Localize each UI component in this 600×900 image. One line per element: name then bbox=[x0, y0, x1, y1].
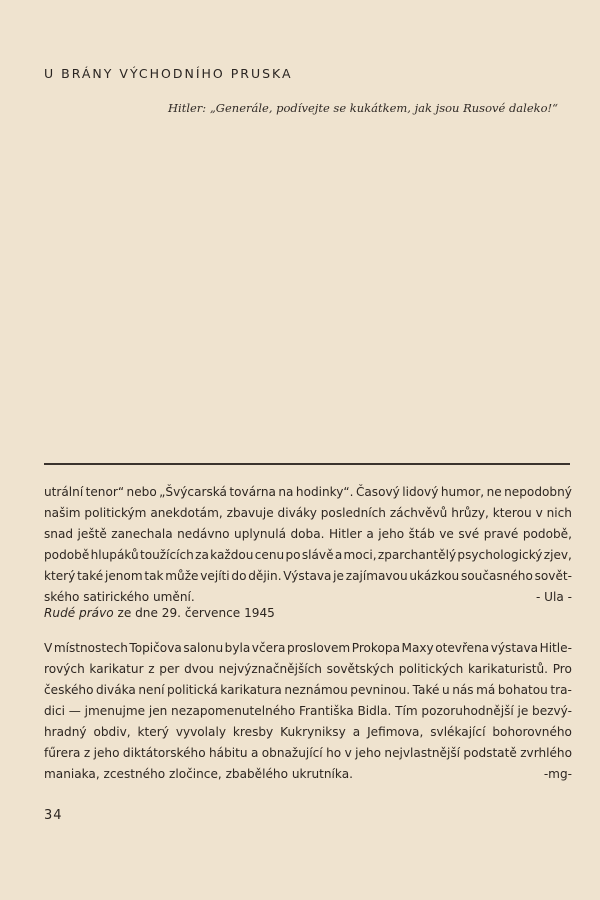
article-text-1 bbox=[44, 482, 572, 608]
word: Kukryniksy bbox=[280, 725, 346, 739]
word: ve bbox=[439, 527, 454, 541]
word: továrna bbox=[229, 485, 276, 499]
word: — bbox=[68, 704, 81, 718]
word: otevřena bbox=[435, 641, 490, 655]
word: kresby bbox=[232, 725, 274, 739]
author-signature: - Ula - bbox=[535, 590, 572, 604]
word: a bbox=[334, 548, 343, 562]
word: utrální bbox=[44, 485, 84, 499]
word: podobě bbox=[44, 548, 90, 562]
word: podobě, bbox=[522, 527, 572, 541]
word: fűrera bbox=[44, 746, 81, 760]
word: nepodobný bbox=[504, 485, 572, 499]
newspaper-name: Rudé právo bbox=[44, 606, 114, 620]
word: uplynulá bbox=[234, 527, 286, 541]
word: dici bbox=[44, 704, 66, 718]
word: Také bbox=[412, 683, 440, 697]
word: hrůzy, bbox=[451, 506, 489, 520]
word: své bbox=[458, 527, 480, 541]
author-signature: -mg- bbox=[543, 767, 572, 781]
word: má bbox=[476, 683, 496, 697]
page-number: 34 bbox=[44, 808, 63, 823]
divider-line bbox=[44, 463, 570, 465]
word: tenor“ bbox=[85, 485, 125, 499]
word: zvrhlého bbox=[520, 746, 572, 760]
word: který bbox=[44, 569, 76, 583]
word: nebo bbox=[126, 485, 157, 499]
word: karikaturistů. bbox=[468, 662, 549, 676]
word: svlékající bbox=[430, 725, 486, 739]
word: vyvolaly bbox=[175, 725, 226, 739]
word: Časový bbox=[355, 485, 400, 499]
word: každou bbox=[210, 548, 254, 562]
word: Výstava bbox=[283, 569, 332, 583]
source-date: ze dne 29. července 1945 bbox=[113, 606, 275, 620]
word: bezvý- bbox=[532, 704, 572, 718]
illustration-title: U BRÁNY VÝCHODNÍHO PRUSKA bbox=[44, 66, 293, 81]
text-line bbox=[44, 722, 572, 743]
word: také bbox=[77, 569, 104, 583]
word: českého bbox=[44, 683, 94, 697]
word: moci, bbox=[343, 548, 377, 562]
word: neznámou bbox=[284, 683, 348, 697]
text-line-content: maniaka, zcestného zločince, zbabělého ukrutníka. bbox=[44, 767, 353, 781]
word: politickým bbox=[84, 506, 147, 520]
word: podstatě bbox=[463, 746, 517, 760]
word: včera bbox=[251, 641, 286, 655]
word: jmenujme bbox=[84, 704, 146, 718]
word: vejíti bbox=[200, 569, 230, 583]
text-line bbox=[44, 680, 572, 701]
word: Topičova bbox=[129, 641, 182, 655]
word: sovět- bbox=[534, 569, 572, 583]
word: toužících bbox=[139, 548, 194, 562]
illustration-caption: Hitler: „Generále, podívejte se kukátkem, jak jsou Rusové daleko!“ bbox=[168, 101, 559, 115]
word: za bbox=[195, 548, 209, 562]
word: záchvěvů bbox=[389, 506, 448, 520]
word: hábitu bbox=[209, 746, 248, 760]
word: nich bbox=[546, 506, 572, 520]
word: obnažující bbox=[261, 746, 323, 760]
word: obdiv, bbox=[93, 725, 131, 739]
word: Hitler bbox=[328, 527, 362, 541]
word: zanechala bbox=[111, 527, 173, 541]
word: Bidla. bbox=[357, 704, 392, 718]
word: je bbox=[517, 704, 529, 718]
word: V bbox=[44, 641, 53, 655]
text-line bbox=[44, 503, 572, 524]
word: a bbox=[366, 527, 374, 541]
word: politických bbox=[398, 662, 464, 676]
text-line-content: ského satirického umění. bbox=[44, 590, 195, 604]
word: kterou bbox=[492, 506, 532, 520]
word: do bbox=[231, 569, 247, 583]
word: ukázkou bbox=[409, 569, 460, 583]
word: současného bbox=[460, 569, 533, 583]
word: karikatura bbox=[220, 683, 282, 697]
text-line bbox=[44, 701, 572, 722]
word: v bbox=[344, 746, 352, 760]
word: je bbox=[333, 569, 344, 583]
word: dějin. bbox=[248, 569, 282, 583]
word: per bbox=[159, 662, 180, 676]
word: zparchantělý bbox=[377, 548, 457, 562]
word: zajímavou bbox=[345, 569, 408, 583]
word: zjev, bbox=[543, 548, 572, 562]
word: politická bbox=[167, 683, 218, 697]
word: hodinky“. bbox=[295, 485, 354, 499]
word: cenu bbox=[254, 548, 285, 562]
word: nedávno bbox=[177, 527, 230, 541]
word: diváky bbox=[277, 506, 317, 520]
word: jeho bbox=[93, 746, 120, 760]
word: našim bbox=[44, 506, 81, 520]
word: diváka bbox=[96, 683, 136, 697]
word: zbavuje bbox=[226, 506, 274, 520]
word: karikatur bbox=[89, 662, 144, 676]
word: pravé bbox=[483, 527, 519, 541]
word: jenom bbox=[104, 569, 143, 583]
word: tak bbox=[144, 569, 164, 583]
word: doba. bbox=[290, 527, 325, 541]
word: hlupáků bbox=[90, 548, 139, 562]
word: snad bbox=[44, 527, 74, 541]
word: místnostech bbox=[53, 641, 128, 655]
word: který bbox=[137, 725, 169, 739]
text-line bbox=[44, 764, 572, 785]
word: štáb bbox=[408, 527, 435, 541]
word: Prokopa bbox=[351, 641, 400, 655]
word: v bbox=[535, 506, 543, 520]
word: hradný bbox=[44, 725, 87, 739]
word: bohatou bbox=[497, 683, 548, 697]
word: může bbox=[165, 569, 199, 583]
text-line bbox=[44, 587, 572, 608]
text-line bbox=[44, 482, 572, 503]
word: jen bbox=[148, 704, 168, 718]
word: nás bbox=[452, 683, 474, 697]
text-line bbox=[44, 524, 572, 545]
word: rových bbox=[44, 662, 85, 676]
word: není bbox=[138, 683, 165, 697]
text-line bbox=[44, 743, 572, 764]
word: jeho bbox=[378, 527, 405, 541]
article-text-2 bbox=[44, 638, 572, 785]
word: z bbox=[83, 746, 91, 760]
word: Maxy bbox=[401, 641, 434, 655]
word: na bbox=[278, 485, 294, 499]
word: salonu bbox=[183, 641, 224, 655]
word: psychologický bbox=[457, 548, 543, 562]
source-citation bbox=[44, 606, 275, 620]
word: „Švýcarská bbox=[159, 485, 227, 499]
word: slávě bbox=[301, 548, 334, 562]
word: dvou bbox=[184, 662, 214, 676]
text-line bbox=[44, 545, 572, 566]
word: pevninou. bbox=[350, 683, 411, 697]
word: po bbox=[285, 548, 301, 562]
word: ještě bbox=[77, 527, 107, 541]
word: sovětských bbox=[326, 662, 395, 676]
word: a bbox=[352, 725, 361, 739]
word: a bbox=[250, 746, 259, 760]
word: bohorovného bbox=[492, 725, 572, 739]
word: posledních bbox=[320, 506, 386, 520]
word: ho bbox=[326, 746, 342, 760]
word: byla bbox=[224, 641, 251, 655]
word: pozoruhodnější bbox=[421, 704, 514, 718]
word: tra- bbox=[550, 683, 572, 697]
text-line bbox=[44, 659, 572, 680]
word: ne bbox=[486, 485, 502, 499]
word: anekdotám, bbox=[150, 506, 223, 520]
text-line bbox=[44, 638, 572, 659]
word: jeho bbox=[355, 746, 382, 760]
word: u bbox=[442, 683, 450, 697]
word: nejvýznačnějších bbox=[218, 662, 322, 676]
word: proslovem bbox=[286, 641, 351, 655]
word: Jefimova, bbox=[367, 725, 424, 739]
text-line bbox=[44, 566, 572, 587]
word: lidový bbox=[402, 485, 439, 499]
word: z bbox=[148, 662, 155, 676]
word: diktátorského bbox=[122, 746, 206, 760]
word: Tím bbox=[395, 704, 418, 718]
word: humor, bbox=[440, 485, 485, 499]
word: nejvlastnější bbox=[384, 746, 460, 760]
word: výstava bbox=[490, 641, 539, 655]
word: Hitle- bbox=[539, 641, 572, 655]
word: nezapomenutelného bbox=[171, 704, 296, 718]
word: Františka bbox=[298, 704, 354, 718]
word: Pro bbox=[552, 662, 572, 676]
